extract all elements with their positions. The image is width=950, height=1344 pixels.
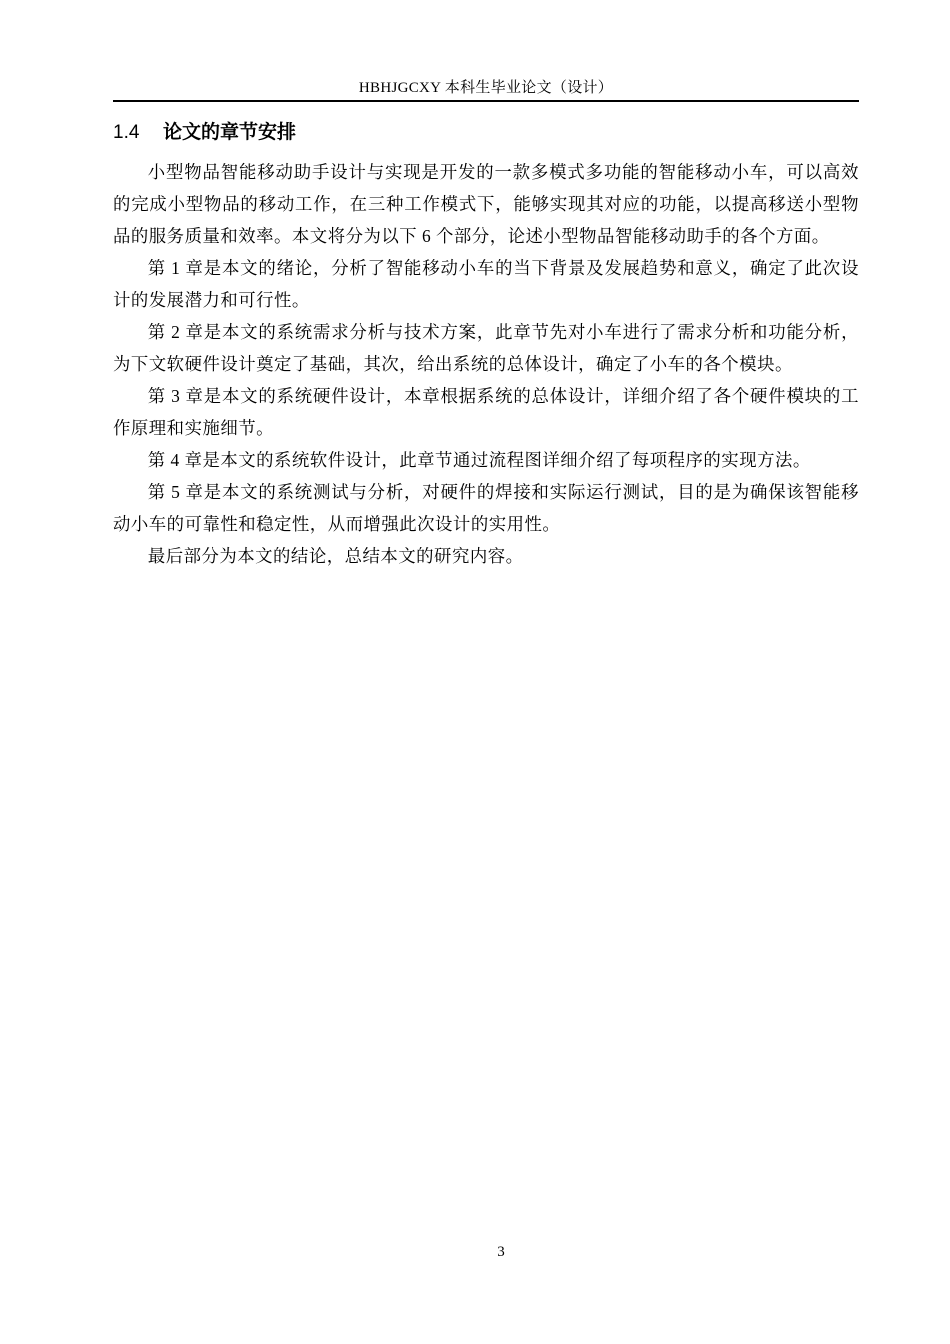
paragraph-chapter-1: 第 1 章是本文的绪论，分析了智能移动小车的当下背景及发展趋势和意义，确定了此次设计的发展潜力和可行性。 — [113, 258, 859, 310]
section-title: 论文的章节安排 — [163, 121, 297, 143]
paragraph-intro: 小型物品智能移动助手设计与实现是开发的一款多模式多功能的智能移动小车，可以高效的完成小型物品的移动工作，在三种工作模式下，能够实现其对应的功能，以提高移送小型物品的服务质量和效率。本文将分为以下 6 个部分，论述小型物品智能移动助手的各个方面。 — [113, 162, 859, 246]
page-number: 3 — [497, 1244, 505, 1260]
header-divider — [113, 100, 859, 102]
page-header: HBHJGCXY 本科生毕业论文（设计） — [358, 80, 614, 96]
section-number: 1.4 — [113, 122, 140, 143]
body-text — [113, 156, 859, 572]
paragraph-chapter-2: 第 2 章是本文的系统需求分析与技术方案，此章节先对小车进行了需求分析和功能分析，为下文软硬件设计奠定了基础，其次，给出系统的总体设计，确定了小车的各个模块。 — [113, 322, 859, 374]
paragraph-chapter-5: 第 5 章是本文的系统测试与分析，对硬件的焊接和实际运行测试，目的是为确保该智能移动小车的可靠性和稳定性，从而增强此次设计的实用性。 — [113, 482, 859, 534]
section-heading — [113, 118, 859, 147]
paragraph-chapter-3: 第 3 章是本文的系统硬件设计，本章根据系统的总体设计，详细介绍了各个硬件模块的工作原理和实施细节。 — [113, 386, 859, 438]
paragraph-conclusion: 最后部分为本文的结论，总结本文的研究内容。 — [147, 546, 524, 566]
paragraph-chapter-4: 第 4 章是本文的系统软件设计，此章节通过流程图详细介绍了每项程序的实现方法。 — [147, 450, 811, 470]
